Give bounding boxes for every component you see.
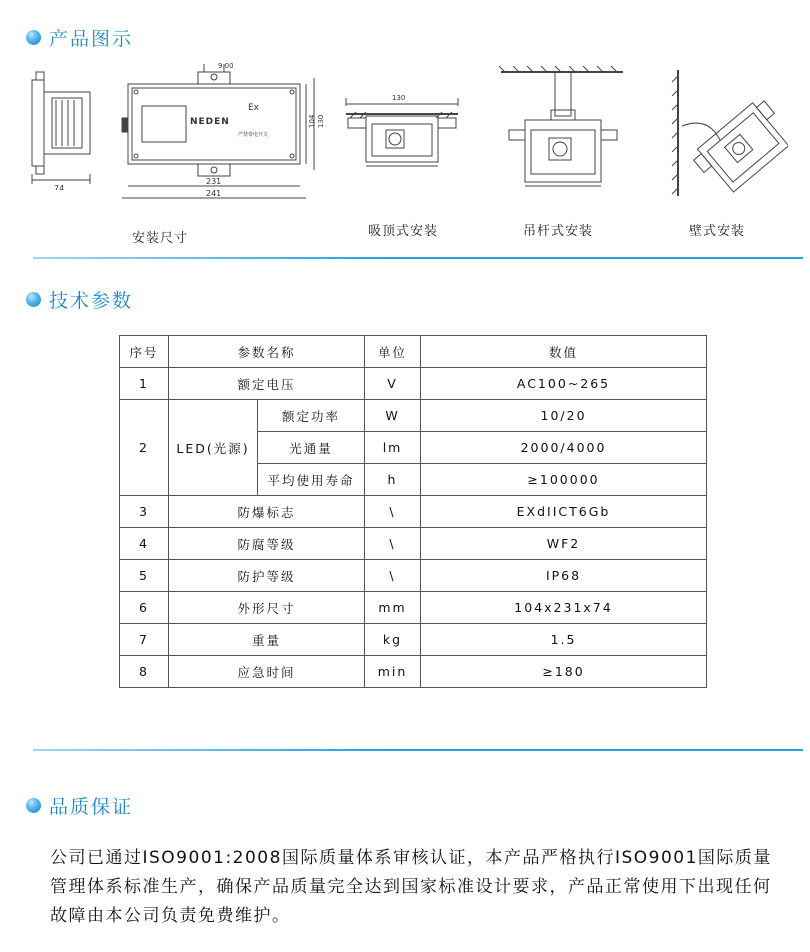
pendant-mount-drawing (495, 66, 630, 196)
cell-value: 2000/4000 (421, 432, 707, 464)
cell-value: 10/20 (421, 400, 707, 432)
cell-group: LED(光源) (169, 400, 258, 496)
bullet-icon (26, 798, 41, 813)
cell-no: 8 (120, 656, 169, 688)
cell-value: WF2 (421, 528, 707, 560)
brand-mark: NEDEN (190, 117, 230, 127)
section-title-quality: 品质保证 (49, 796, 134, 818)
cell-name: 额定电压 (169, 368, 365, 400)
header-no: 序号 (120, 336, 169, 368)
dim-depth: 74 (54, 184, 65, 190)
dim-ceiling-width: 130 (392, 94, 406, 102)
section-title-tech: 技术参数 (49, 290, 134, 312)
section-header-quality (26, 792, 133, 819)
quality-paragraph: 公司已通过ISO9001:2008国际质量体系审核认证，本产品严格执行ISO9001国际质量管理体系标准生产，确保产品质量完全达到国家标准设计要求，产品正常使用下出现任何故障由本公司负责免费维护。 (50, 848, 772, 926)
cell-unit: lm (365, 432, 421, 464)
header-value: 数值 (421, 336, 707, 368)
header-unit: 单位 (365, 336, 421, 368)
dim-height-b: 130 (317, 114, 325, 128)
table-row (120, 592, 707, 624)
table-row (120, 496, 707, 528)
section-header-product (26, 24, 133, 51)
cell-unit: kg (365, 624, 421, 656)
cell-unit: W (365, 400, 421, 432)
cell-name: 额定功率 (258, 400, 365, 432)
dim-outer-length: 241 (206, 189, 222, 198)
cell-unit: \ (365, 496, 421, 528)
wall-mount-drawing (668, 66, 788, 201)
caption-pendant-mount: 吊杆式安装 (523, 224, 594, 239)
table-row (120, 560, 707, 592)
caption-ceiling-mount: 吸顶式安装 (368, 224, 439, 239)
dim-hole: 9.00 (218, 62, 234, 70)
side-view-drawing (18, 70, 108, 190)
spec-table (119, 335, 707, 688)
bullet-icon (26, 30, 41, 45)
dim-inner-length: 231 (206, 177, 222, 186)
front-view-drawing (118, 58, 330, 208)
cell-name: 重量 (169, 624, 365, 656)
ceiling-mount-drawing (340, 90, 465, 175)
cell-no: 4 (120, 528, 169, 560)
cell-value: EXdIICT6Gb (421, 496, 707, 528)
cell-name: 防护等级 (169, 560, 365, 592)
divider-2 (33, 749, 803, 751)
table-row (120, 400, 707, 432)
cell-name: 防腐等级 (169, 528, 365, 560)
cell-unit: \ (365, 528, 421, 560)
cell-no: 3 (120, 496, 169, 528)
cell-no: 5 (120, 560, 169, 592)
cell-value: IP68 (421, 560, 707, 592)
cell-value: ≥100000 (421, 464, 707, 496)
panel-mark: Ex (248, 103, 260, 113)
cell-unit: min (365, 656, 421, 688)
bullet-icon (26, 292, 41, 307)
header-param-name: 参数名称 (169, 336, 365, 368)
cell-no: 7 (120, 624, 169, 656)
divider-1 (33, 257, 803, 259)
caption-wall-mount: 壁式安装 (689, 224, 746, 239)
section-title-product: 产品图示 (49, 28, 134, 50)
cell-unit: \ (365, 560, 421, 592)
cell-no: 2 (120, 400, 169, 496)
cell-name: 光通量 (258, 432, 365, 464)
table-row (120, 656, 707, 688)
cell-value: ≥180 (421, 656, 707, 688)
cell-no: 1 (120, 368, 169, 400)
table-header-row (120, 336, 707, 368)
cell-value: AC100~265 (421, 368, 707, 400)
cell-name: 平均使用寿命 (258, 464, 365, 496)
cell-no: 6 (120, 592, 169, 624)
cell-unit: h (365, 464, 421, 496)
cell-value: 104x231x74 (421, 592, 707, 624)
cell-value: 1.5 (421, 624, 707, 656)
cell-unit: V (365, 368, 421, 400)
small-label: 严禁带电开关 (238, 132, 269, 138)
cell-unit: mm (365, 592, 421, 624)
table-row (120, 624, 707, 656)
table-row (120, 528, 707, 560)
cell-name: 外形尺寸 (169, 592, 365, 624)
dim-height-a: 104 (308, 114, 316, 128)
caption-install-size: 安装尺寸 (132, 231, 189, 246)
cell-name: 防爆标志 (169, 496, 365, 528)
table-row (120, 368, 707, 400)
cell-name: 应急时间 (169, 656, 365, 688)
section-header-tech (26, 286, 133, 313)
